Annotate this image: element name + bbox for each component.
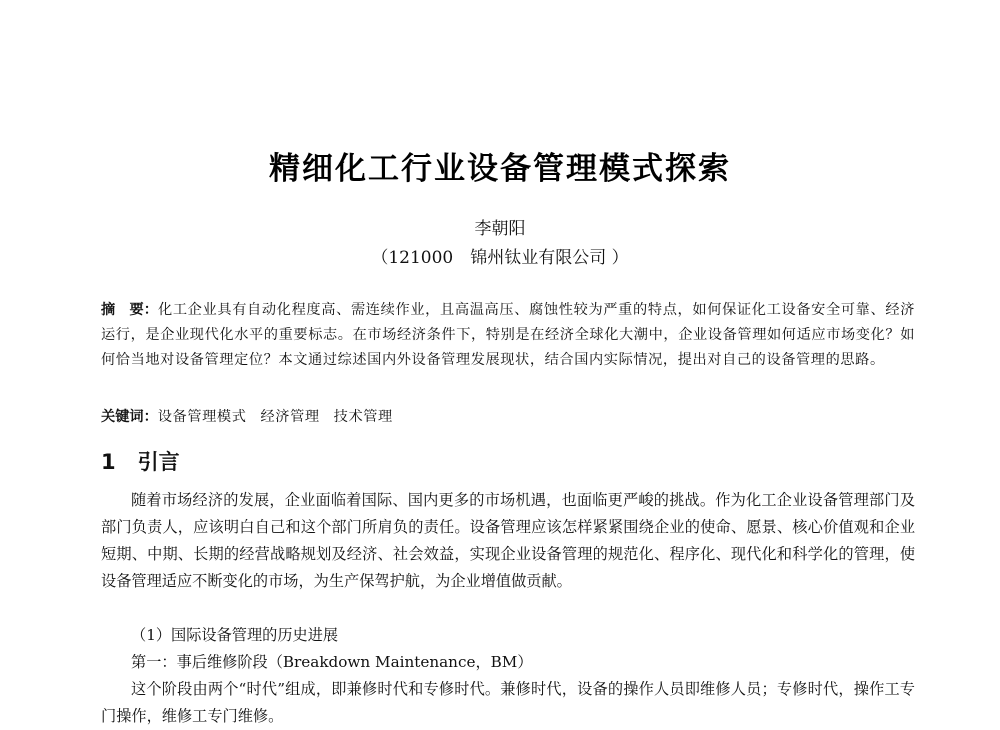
section-number: 1 [101, 450, 116, 474]
paper-title: 精细化工行业设备管理模式探索 [269, 151, 731, 187]
abstract-text: 化工企业具有自动化程度高、需连续作业，且高温高压、腐蚀性较为严重的特点，如何保证化工设备安全可靠、经济运行，是企业现代化水平的重要标志。在市场经济条件下，特别是在经济全球化大潮中，企业设备管理如何适应市场变化？如何恰当地对设备管理定位？本文通过综述国内外设备管理发展现状，结合国内实际情况，提出对自己的设备管理的思路。 [101, 302, 915, 368]
author-affiliation: （121000 锦州钛业有限公司 ） [371, 248, 629, 268]
author-name: 李朝阳 [474, 219, 526, 239]
subheading-history: （1）国际设备管理的历史进展 [131, 626, 339, 644]
abstract-label: 摘 要： [101, 302, 158, 318]
intro-paragraph: 随着市场经济的发展，企业面临着国际、国内更多的市场机遇，也面临更严峻的挑战。作为化工企业设备管理部门及部门负责人，应该明白自己和这个部门所肩负的责任。设备管理应该怎样紧紧围绕企业的使命、愿景、核心价值观和企业短期、中期、长期的经营战略规划及经济、社会效益，实现企业设备管理的规范化、程序化、现代化和科学化的管理，使设备管理适应不断变化的市场，为生产保驾护航，为企业增值做贡献。 [101, 491, 915, 590]
keyword-item: 技术管理 [333, 409, 393, 425]
section-title: 引言 [137, 450, 180, 474]
keyword-item: 设备管理模式 [157, 409, 247, 425]
stage-one-heading: 第一：事后维修阶段（Breakdown Maintenance，BM） [131, 653, 533, 671]
stage-one-description: 这个阶段由两个“时代”组成，即兼修时代和专修时代。兼修时代，设备的操作人员即维修人员；专修时代，操作工专门操作，维修工专门维修。 [101, 680, 915, 725]
keyword-item: 经济管理 [260, 409, 320, 425]
keywords-label: 关键词： [101, 409, 158, 425]
keywords [101, 405, 915, 430]
abstract [101, 298, 915, 373]
section-heading [101, 446, 180, 476]
